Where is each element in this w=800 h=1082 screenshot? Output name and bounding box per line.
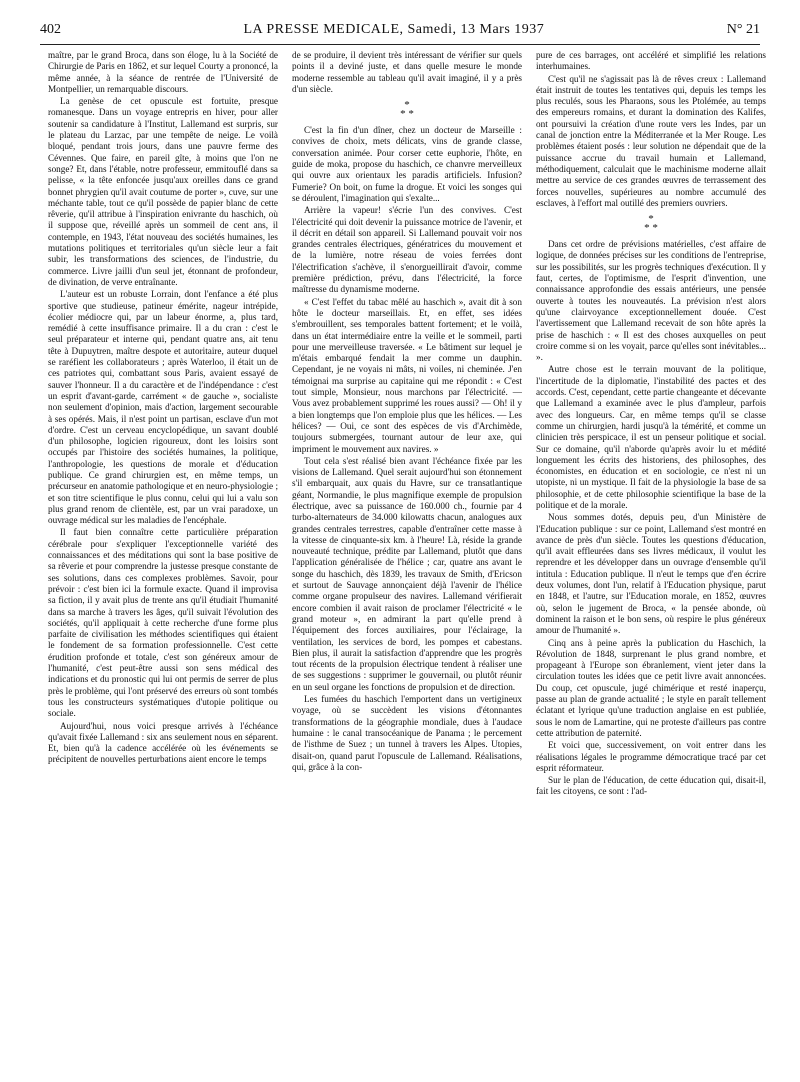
section-separator: * * * [400, 99, 414, 121]
paragraph: Aujourd'hui, nous voici presque arrivés à l'échéance qu'avait fixée Lallemand : six ans seulement nous en séparent. Et, bien qu'à la cadence accélérée où les événements se précipitent de nouvelles perturbations aient encore le temps [48, 720, 278, 765]
paragraph: C'est qu'il ne s'agissait pas là de rêves creux : Lallemand était instruit de toutes les tentatives qui, depuis les temps les plus reculés, sous les Pharaons, sous les Ptolémée, au temps des empereurs romains, et durant la domination des Kalifes, ont poursuivi la création d'une route vers les Indes, par un canal de jonction entre la Méditerranée et la Mer Rouge. Les problèmes étaient posés : leur solution ne dépendait que de la puissance accrue du travail humain et Lallemand, méthodiquement, calculait que le machinisme moderne allait mettre au service de ces grandes œuvres de terrassement des forces nouvelles, supérieures au nombre accumulé des esclaves, à l'effort mal outillé des premiers ouvriers. [536, 73, 766, 208]
paragraph: Et voici que, successivement, on voit entrer dans les réalisations légales le programme démocratique tracé par cet esprit réformateur. [536, 740, 766, 773]
column-1 [48, 50, 278, 1072]
paragraph: maître, par le grand Broca, dans son éloge, lu à la Société de Chirurgie de Paris en 1862, et sur lequel Courty a prononcé, la même année, à la séance de rentrée de l'Université de Montpellier, un remarquable discours. [48, 50, 278, 94]
column-2 [292, 50, 522, 1072]
section-separator: * * * [644, 213, 658, 235]
paragraph: Il faut bien connaître cette particulière préparation cérébrale pour s'expliquer l'exceptionnelle variété des connaissances et des méditations qui sont la base positive de sa rêverie et pour comprendre la justesse presque constante de ses solutions, dans ces complexes problèmes. Savoir, pour prévoir : c'est bien ici la formule exacte. Quand il improvisa sa fiction, il y avait plus de trente ans qu'il étudiait l'humanité dans sa marche à travers les âges, qu'il suivait l'évolution des sociétés, qu'il appliquait à cette recherche d'une forme plus parfaite de civilisation les méthodes scientifiques qui étaient le fondement de sa formation professionnelle. C'est cette érudition profonde et totale, c'est son généreux amour de l'humanité, c'est peut-être aussi son sens médical des indications et du pronostic qui lui ont permis de serrer de plus près le problème, qui l'ont préservé des erreurs où sont tombés tous les constructeurs systématiques d'utopie politique ou sociale. [48, 527, 278, 719]
paragraph: Cinq ans à peine après la publication du Haschich, la Révolution de 1848, surprenant le plus grand nombre, et propageant à l'Europe son ébranlement, vient jeter dans la circulation toutes les idées que ce petit livre avait annoncées. Du coup, cet opuscule, jugé chimérique et resté inaperçu, passe au plan de grande actualité ; le style en paraît tellement éclatant et lyrique qu'une traduction anglaise en est publiée, sous le nom de Lamartine, qui ne proteste d'ailleurs pas contre cette attribution de paternité. [536, 637, 766, 738]
column-3 [536, 50, 766, 1072]
paragraph: Les fumées du haschich l'emportent dans un vertigineux voyage, où se succèdent les visions d'étonnantes transformations de la géographie mondiale, dues à l'audace humaine : le canal transocéanique de Panama ; le percement de l'isthme de Suez ; un tunnel à travers les Alpes. Utopies, disait-on, quand parut l'opuscule de Lallemand. Réalisations, qui, grâce à la con- [292, 694, 522, 772]
journal-title: LA PRESSE MEDICALE, Samedi, 13 Mars 1937 [243, 22, 545, 37]
paragraph: C'est la fin d'un dîner, chez un docteur de Marseille : convives de choix, mets délicats, vins de grande classe, conversation animée. Pour corser cette euphorie, l'hôte, en guide de moka, propose du haschich, ce chanvre merveilleux qui ouvre aux orientaux les paradis artificiels. Infusion? Fumerie? On boit, on fume la drogue. Et voici les songes qui se déroulent, l'imagination qui s'exalte... [292, 125, 522, 203]
paragraph: Dans cet ordre de prévisions matérielles, c'est affaire de logique, de données précises sur les conditions de l'entreprise, sur les possibilités, sur les progrès techniques d'exécution. Il y faut, certes, de l'optimisme, de l'esprit d'invention, une connaissance approfondie des essais antérieurs, une pensée ouverte à toutes les nouveautés. La prévision n'est alors qu'une clairvoyance exceptionnellement douée. C'est l'avertissement que Lallemand recevait de son hôte après la prise de haschich : « Il est des choses auxquelles on peut croire comme si on les voyait, parce qu'elles sont inévitables... ». [536, 239, 766, 363]
paragraph: L'auteur est un robuste Lorrain, dont l'enfance a été plus sportive que studieuse, patineur émérite, nageur intrépide, écolier médiocre qui, par un labeur énorme, a, plus tard, remédié à cette insuffisance primaire. Il a du cran : c'est le seul préparateur et interne qui, pendant quatre ans, ait tenu tête à Dupuytren, maître despote et autoritaire, auteur duquel se raréfient les collaborateurs ; après Waterloo, il était un de ces patriotes qui, combattant sous Paris, avaient essayé de sauver l'honneur. Il a du caractère et de l'indépendance : c'est un esprit d'avant-garde, carrément « de gauche », socialiste non seulement d'opinion, mais d'action, largement secourable à ses opérés. Mais, il n'est point un partisan, esclave d'un mot d'ordre. C'est un cerveau encyclopédique, un savant doublé d'un philosophe, logicien rigoureux, dont les loisirs sont occupés par l'histoire des sociétés humaines, la politique, l'anthropologie, les questions de morale et d'éducation publique. Ce grand chirurgien est, en même temps, un précurseur en anatomie pathologique et en neuro-physiologie ; et son titre scientifique le plus connu, celui qui lui a valu son plus grand renom de clientèle, est, par un vrai paradoxe, un ouvrage médical sur les maladies de l'encéphale. [48, 289, 278, 526]
page-header [40, 22, 760, 42]
paragraph: Autre chose est le terrain mouvant de la politique, l'incertitude de la diplomatie, l'instabilité des pactes et des accords. C'est, cependant, cette partie changeante et décevante que Lallemand a examinée avec le plus d'ampleur, parfois avec des longueurs. Car, en même temps qu'il se classe comme un chirurgien, hardi jusqu'à la témérité, et comme un clinicien très perspicace, il est un penseur politique et social. Sur ce domaine, qu'il n'aborde qu'après avoir lu et médité longuement les écrits des historiens, des philosophes, des économistes, en éducation et en sociologie, ce n'est ni un utopiste, ni un mystique. Il fait de la physiologie la base de sa philosophie, et de cette philosophie scientifique la base de la politique et de la morale. [536, 364, 766, 510]
paragraph: pure de ces barrages, ont accéléré et simplifié les relations interhumaines. [536, 50, 766, 72]
issue-number: N° 21 [726, 22, 760, 37]
paragraph: La genèse de cet opuscule est fortuite, presque romanesque. Dans un voyage entrepris en hiver, pour aller soutenir sa candidature à l'Institut, Lallemand est surpris, sur le plateau du Larzac, par une tempête de neige. Le voilà bloqué, pendant trois jours, dans une pauvre ferme des Cévennes. Que faire, en pareil gîte, à moins que l'on ne songe? Et, dans l'étable, notre professeur, emmitouflé dans sa pelisse, « la tête enfoncée jusqu'aux oreilles dans ce grand bonnet phrygien qu'il avait coutume de porter », cuve, sur une méchante table, tout ce qu'il possède de papier blanc de cette rêverie, qu'il attribue à l'inspiration enivrante du haschich, où il suppose que, réveillé après un sommeil de cent ans, il contemple, en 1943, l'état nouveau des sociétés humaines, les mutations politiques et territoriales qu'un siècle leur a fait subir, les transformations des sciences, de l'industrie, du commerce. Livre jailli d'un seul jet, étonnant de profondeur, de divination, de verve entraînante. [48, 96, 278, 287]
page-number: 402 [40, 22, 61, 37]
paragraph: Nous sommes dotés, depuis peu, d'un Ministère de l'Education publique : sur ce point, Lallemand s'est montré en avance de près d'un siècle. Toutes les questions d'éducation, qu'il avait effleurées dans ses livres médicaux, il voulut les reprendre et les développer dans un ouvrage d'ensemble qu'il intitula : Education publique. Il n'eut le temps que d'en écrire deux volumes, dont l'un, relatif à l'Education physique, parut en 1848, et l'autre, sur l'Education morale, en 1852, œuvres où, selon le jugement de Broca, « la pensée abonde, où dominent la raison et le bon sens, où respire le plus généreux amour de l'humanité ». [536, 512, 766, 636]
paragraph: « C'est l'effet du tabac mêlé au haschich », avait dit à son hôte le docteur marseillais. Et, en effet, ses idées s'embrouillent, ses temporales battent fortement; et le voilà, dans un état intermédiaire entre la veille et le sommeil, parti pour une merveilleuse traversée. « Le bâtiment sur lequel je m'étais embarqué fendait la mer comme un dauphin. Cependant, je ne voyais ni mâts, ni voiles, ni cheminée. J'en témoignai ma surprise au capitaine qui me répondit : « C'est tout simple, Monsieur, nous marchons par l'électricité. — Vous avez probablement supprimé les roues aussi? — Oh! il y a bien longtemps que l'on emploie plus que les hélices. — Les hélices? — Oui, ce sont des espèces de vis d'Archimède, toujours submergées, tournant autour de leur axe, qui impriment le mouvement aux navires. » [292, 296, 522, 454]
paragraph: Arrière la vapeur! s'écrie l'un des convives. C'est l'électricité qui doit devenir la puissance motrice de l'avenir, et il décrit en détail son appareil. Si Lallemand pouvait voir nos grandes centrales électriques, génératrices du mouvement et de la lumière, notre réseau de voies ferrées dont l'électrification s'achève, il s'enorgueillirait d'avoir, comme première prédiction, prévu, dans l'électricité, la force maîtresse du dynamisme moderne. [292, 205, 522, 295]
article-body [48, 50, 766, 1072]
paragraph: Sur le plan de l'éducation, de cette éducation qui, disait-il, fait les citoyens, ce sont : l'ad- [536, 775, 766, 797]
header-rule [40, 44, 760, 45]
paragraph: de se produire, il devient très intéressant de vérifier sur quels points il a deviné juste, et dans quelle mesure le monde moderne ressemble au tableau qu'il avait imaginé, il y a près d'un siècle. [292, 50, 522, 94]
paragraph: Tout cela s'est réalisé bien avant l'échéance fixée par les visions de Lallemand. Quel serait aujourd'hui son étonnement s'il embarquait, aux quais du Havre, sur ce transatlantique géant, Normandie, le plus magnifique exemple de propulsion électrique, avec sa puissance de 160.000 ch., fournie par 4 turbo-alternateurs de 34.000 kilowatts chacun, analogues aux grandes centrales terrestres, capable d'entraîner cette masse à la vitesse de cinquante-six km. à l'heure! Là, réside la grande nouveauté technique, prédite par Lallemand, plutôt que dans l'application généralisée de l'hélice ; car, quatre ans avant le songe du haschich, dès 1839, les travaux de Smith, d'Ericson et surtout de Sauvage annonçaient déjà l'avenir de l'hélice comme organe propulseur des navires. Lallemand vérifierait encore combien il avait raison de proclamer l'électricité « le grand moteur », en admirant la part qu'elle prend à l'équipement des forces auxiliaires, pour l'éclairage, la ventilation, les services de bord, les pompes et cabestans. Bien plus, il aurait la satisfaction d'apprendre que les progrès tout récents de la propulsion électrique tendent à réaliser une de ses suggestions : supprimer le gouvernail, ou plutôt réunir en un seul organe les fonctions de propulsion et de direction. [292, 455, 522, 692]
